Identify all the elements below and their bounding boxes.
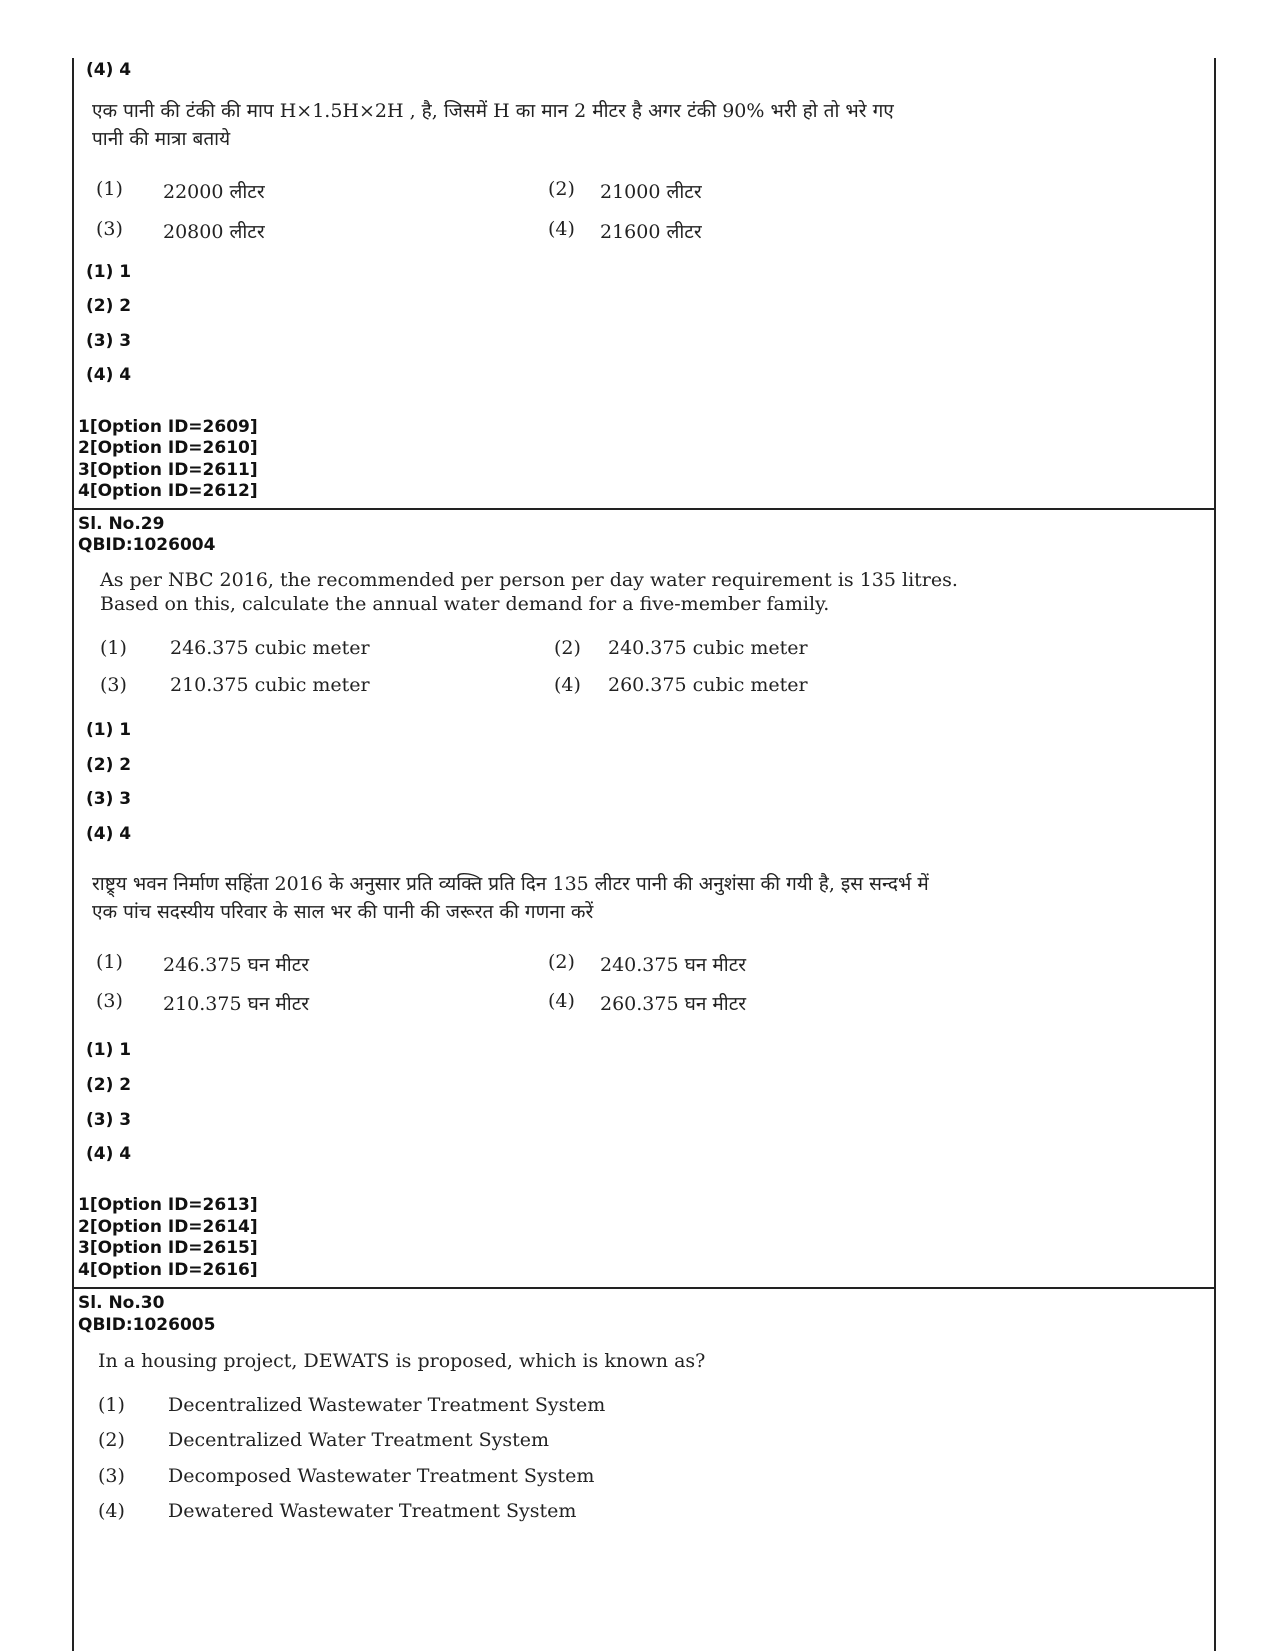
option-number: (1) (96, 951, 123, 973)
option-text: 21600 लीटर (600, 221, 702, 243)
option-text: 260.375 घन मीटर (600, 993, 747, 1015)
qbid: QBID:1026005 (78, 1315, 216, 1335)
answer-choice: (1) 1 (86, 720, 132, 740)
option-number: (4) (98, 1500, 125, 1522)
answer-choice: (4) 4 (86, 365, 132, 385)
option-number: (3) (96, 218, 123, 240)
question-28-hindi-line1: एक पानी की टंकी की माप H×1.5H×2H , है, जिसमें H का मान 2 मीटर है अगर टंकी 90% भरी हो तो भरे गए (92, 100, 894, 122)
answer-choice: (2) 2 (86, 1075, 132, 1095)
option-text: 22000 लीटर (163, 181, 265, 203)
option-number: (1) (96, 178, 123, 200)
option-number: (4) (548, 218, 575, 240)
previous-answer: (4) 4 (86, 60, 132, 80)
option-text: Dewatered Wastewater Treatment System (168, 1500, 577, 1522)
question-29-english-line2: Based on this, calculate the annual water demand for a five-member family. (100, 593, 830, 615)
option-id: 4[Option ID=2612] (78, 481, 258, 501)
section-divider (72, 508, 1216, 510)
option-number: (2) (98, 1429, 125, 1451)
option-number: (3) (100, 674, 127, 696)
question-29-hindi-line1: राष्ट्र्य भवन निर्माण सहिंता 2016 के अनुसार प्रति व्यक्ति प्रति दिन 135 लीटर पानी की अनुशंसा की गयी है, इस सन्दर्भ में (92, 873, 929, 895)
answer-choice: (4) 4 (86, 1144, 132, 1164)
question-29-english-line1: As per NBC 2016, the recommended per person per day water requirement is 135 litres. (100, 569, 958, 591)
option-id: 1[Option ID=2609] (78, 417, 258, 437)
option-text: 240.375 घन मीटर (600, 954, 747, 976)
option-id: 4[Option ID=2616] (78, 1260, 258, 1280)
qbid: QBID:1026004 (78, 535, 216, 555)
answer-choice: (3) 3 (86, 331, 132, 351)
answer-choice: (2) 2 (86, 755, 132, 775)
serial-number: Sl. No.29 (78, 514, 165, 534)
option-text: 210.375 cubic meter (170, 674, 370, 696)
option-id: 3[Option ID=2611] (78, 460, 258, 480)
option-text: 20800 लीटर (163, 221, 265, 243)
answer-choice: (3) 3 (86, 789, 132, 809)
option-text: 246.375 cubic meter (170, 637, 370, 659)
option-number: (4) (554, 674, 581, 696)
option-text: 240.375 cubic meter (608, 637, 808, 659)
option-text: 260.375 cubic meter (608, 674, 808, 696)
option-text: 246.375 घन मीटर (163, 954, 310, 976)
answer-choice: (2) 2 (86, 296, 132, 316)
option-number: (4) (548, 990, 575, 1012)
option-id: 2[Option ID=2614] (78, 1217, 258, 1237)
serial-number: Sl. No.30 (78, 1293, 165, 1313)
option-text: Decentralized Water Treatment System (168, 1429, 549, 1451)
option-id: 2[Option ID=2610] (78, 438, 258, 458)
answer-choice: (4) 4 (86, 824, 132, 844)
option-number: (1) (100, 637, 127, 659)
option-number: (3) (98, 1465, 125, 1487)
question-29-hindi-line2: एक पांच सदस्यीय परिवार के साल भर की पानी की जरूरत की गणना करें (92, 901, 594, 923)
section-divider (72, 1287, 1216, 1289)
option-id: 1[Option ID=2613] (78, 1195, 258, 1215)
answer-choice: (3) 3 (86, 1110, 132, 1130)
option-number: (2) (548, 178, 575, 200)
question-28-hindi-line2: पानी की मात्रा बताये (92, 128, 231, 150)
option-text: 210.375 घन मीटर (163, 993, 310, 1015)
option-number: (2) (548, 951, 575, 973)
answer-choice: (1) 1 (86, 262, 132, 282)
option-number: (3) (96, 990, 123, 1012)
option-number: (2) (554, 637, 581, 659)
option-text: Decentralized Wastewater Treatment System (168, 1394, 606, 1416)
option-text: 21000 लीटर (600, 181, 702, 203)
answer-choice: (1) 1 (86, 1040, 132, 1060)
option-id: 3[Option ID=2615] (78, 1238, 258, 1258)
option-text: Decomposed Wastewater Treatment System (168, 1465, 595, 1487)
question-30-text: In a housing project, DEWATS is proposed, which is known as? (98, 1350, 706, 1372)
option-number: (1) (98, 1394, 125, 1416)
